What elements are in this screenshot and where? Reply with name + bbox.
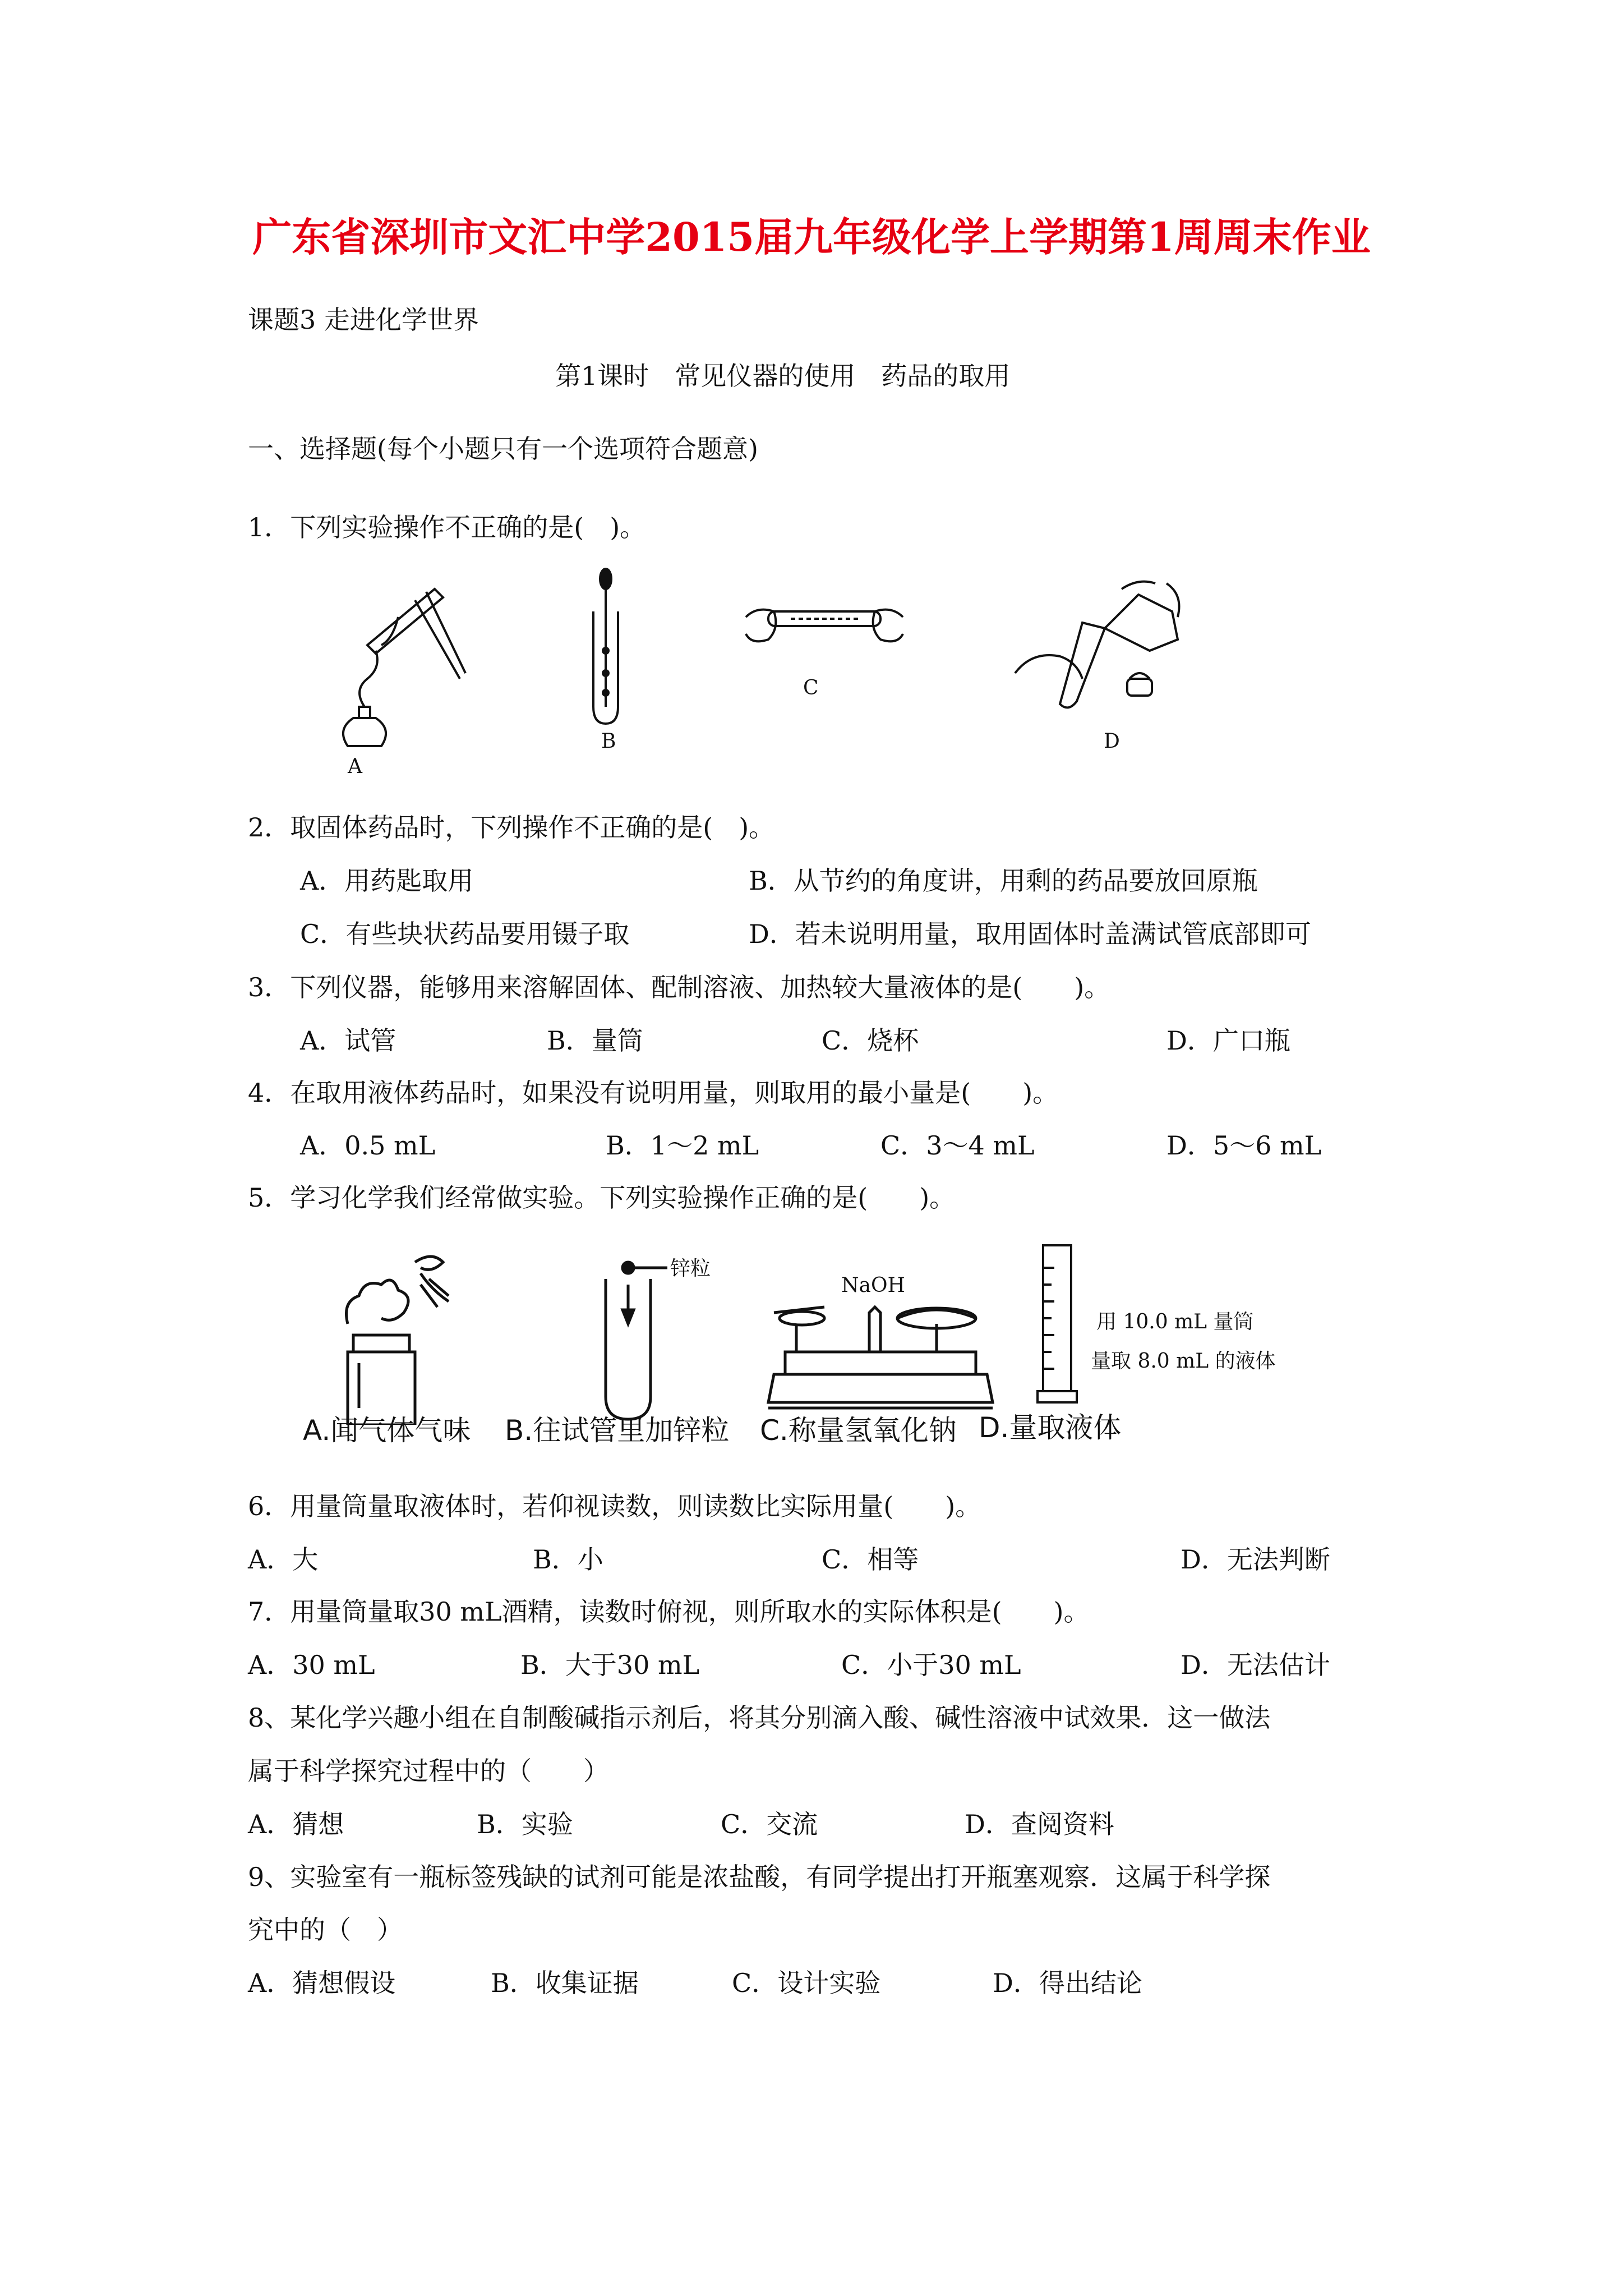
q4-stem: 4．在取用液体药品时，如果没有说明用量，则取用的最小量是( )。 xyxy=(248,1078,1059,1108)
q8-stem-line1: 8、某化学兴趣小组在自制酸碱指示剂后，将其分别滴入酸、碱性溶液中试效果．这一做法 xyxy=(248,1703,1271,1733)
q8-option-c: C．交流 xyxy=(721,1809,818,1839)
q5-figure-b xyxy=(594,1257,684,1425)
q2-option-b: B．从节约的角度讲，用剩的药品要放回原瓶 xyxy=(749,866,1258,896)
q2-stem: 2．取固体药品时，下列操作不正确的是( )。 xyxy=(248,812,775,843)
q1-figure-a xyxy=(314,578,471,752)
q3-option-a: A．试管 xyxy=(300,1025,396,1056)
q9-option-a: A．猜想假设 xyxy=(248,1968,396,1998)
q6-option-c: C．相等 xyxy=(822,1544,919,1575)
topic-heading: 课题3 走进化学世界 xyxy=(248,305,479,335)
q4-option-a: A．0.5 mL xyxy=(300,1130,436,1161)
q1-label-a: A xyxy=(348,755,362,778)
q8-option-d: D．查阅资料 xyxy=(965,1809,1114,1839)
q1-stem: 1．下列实验操作不正确的是( )。 xyxy=(248,512,646,542)
q2-option-d: D．若未说明用量，取用固体时盖满试管底部即可 xyxy=(749,919,1311,949)
q3-option-d: D．广口瓶 xyxy=(1166,1025,1290,1056)
q1-label-d: D xyxy=(1104,730,1120,753)
q9-stem-line2: 究中的（ ） xyxy=(248,1915,403,1945)
q5-caption-d: D.量取液体 xyxy=(979,1411,1122,1444)
q4-option-b: B．1～2 mL xyxy=(606,1130,759,1161)
q6-option-b: B．小 xyxy=(533,1544,603,1575)
q3-stem: 3．下列仪器，能够用来溶解固体、配制溶液、加热较大量液体的是( )。 xyxy=(248,972,1110,1002)
q7-stem: 7．用量筒量取30 mL酒精，读数时俯视，则所取水的实际体积是( )。 xyxy=(248,1596,1090,1627)
q6-option-a: A．大 xyxy=(248,1544,319,1575)
q6-stem: 6．用量筒量取液体时，若仰视读数，则读数比实际用量( )。 xyxy=(248,1491,981,1521)
q7-option-b: B．大于30 mL xyxy=(520,1650,700,1680)
q1-label-b: B xyxy=(601,730,616,753)
q2-option-c: C．有些块状药品要用镊子取 xyxy=(300,919,630,949)
q2-option-a: A．用药匙取用 xyxy=(300,866,474,896)
q6-option-d: D．无法判断 xyxy=(1181,1544,1330,1575)
q1-figure-c xyxy=(740,595,909,662)
q5-caption-c: C.称量氢氧化钠 xyxy=(760,1414,957,1447)
q4-option-c: C．3～4 mL xyxy=(880,1130,1035,1161)
q1-label-c: C xyxy=(803,677,819,700)
lesson-heading: 第1课时 常见仪器的使用 药品的取用 xyxy=(555,361,1011,391)
q7-option-a: A．30 mL xyxy=(248,1650,375,1680)
q5-label-zinc: 锌粒 xyxy=(670,1257,711,1280)
q5-caption-a: A.闻气体气味 xyxy=(303,1414,471,1447)
q5-figure-c xyxy=(763,1290,998,1419)
q9-option-b: B．收集证据 xyxy=(491,1968,639,1998)
q3-option-c: C．烧杯 xyxy=(822,1025,919,1056)
q5-figure-d xyxy=(1032,1240,1082,1414)
q5-label-cyl-2: 量取 8.0 mL 的液体 xyxy=(1091,1350,1276,1373)
q5-caption-b: B.往试管里加锌粒 xyxy=(505,1414,730,1447)
q8-stem-line2: 属于科学探究过程中的（ ） xyxy=(248,1756,609,1786)
q7-option-c: C．小于30 mL xyxy=(841,1650,1021,1680)
q9-option-c: C．设计实验 xyxy=(732,1968,881,1998)
q1-figure-d xyxy=(1009,572,1189,718)
q9-option-d: D．得出结论 xyxy=(993,1968,1142,1998)
section-heading: 一、选择题(每个小题只有一个选项符合题意) xyxy=(248,434,758,464)
q5-label-naoh: NaOH xyxy=(841,1274,905,1297)
q7-option-d: D．无法估计 xyxy=(1181,1650,1330,1680)
q1-figure-b xyxy=(583,567,628,729)
document-title: 广东省深圳市文汇中学2015届九年级化学上学期第1周周末作业 xyxy=(252,214,1371,260)
q5-figure-a xyxy=(336,1240,460,1425)
q8-option-a: A．猜想 xyxy=(248,1809,344,1839)
q9-stem-line1: 9、实验室有一瓶标签残缺的试剂可能是浓盐酸，有同学提出打开瓶塞观察．这属于科学探 xyxy=(248,1862,1271,1892)
q5-label-cyl-1: 用 10.0 mL 量筒 xyxy=(1096,1310,1254,1333)
q4-option-d: D．5～6 mL xyxy=(1166,1130,1322,1161)
q3-option-b: B．量筒 xyxy=(547,1025,643,1056)
q5-stem: 5．学习化学我们经常做实验。下列实验操作正确的是( )。 xyxy=(248,1182,956,1213)
q8-option-b: B．实验 xyxy=(477,1809,573,1839)
